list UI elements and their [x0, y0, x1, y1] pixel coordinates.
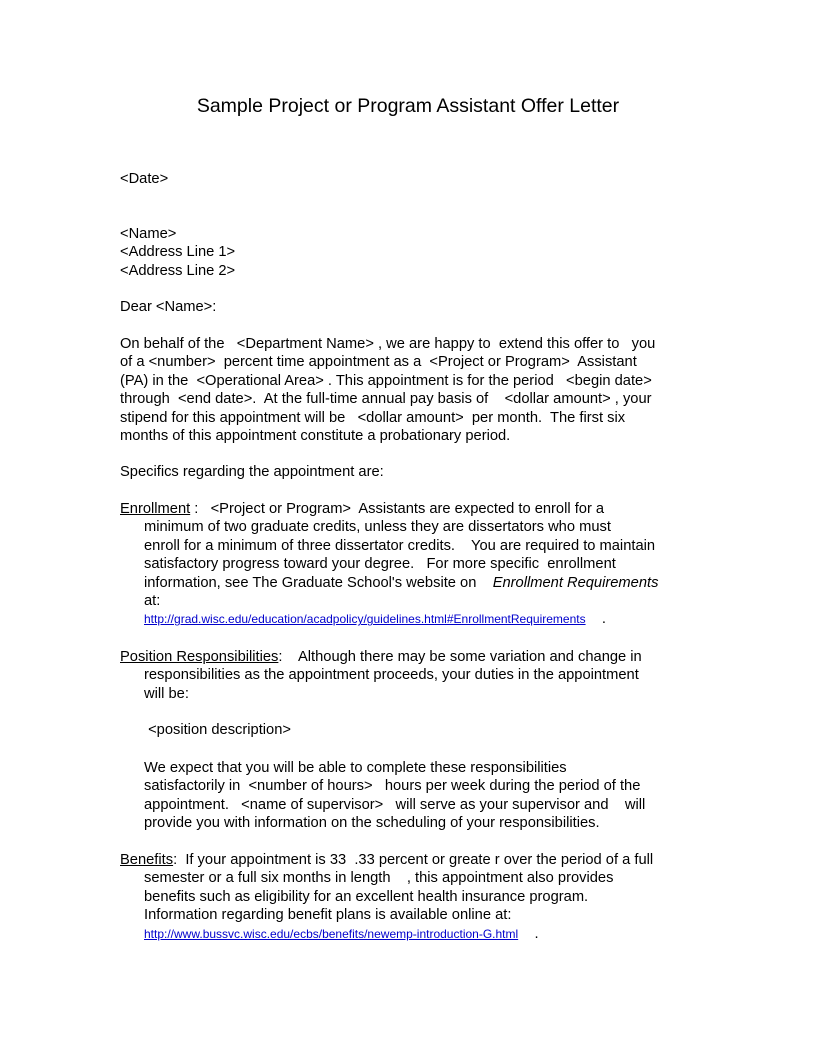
position-line: responsibilities as the appointment proceeds, your duties in the appointment [144, 667, 639, 684]
document-title: Sample Project or Program Assistant Offer Letter [196, 95, 620, 117]
expectations-paragraph [120, 759, 710, 833]
address-line-1: <Address Line 1> [120, 244, 236, 261]
salutation-text: Dear <Name>: [120, 299, 217, 315]
benefits-link-line [120, 925, 710, 943]
intro-line: of a <number> percent time appointment as a <Project or Program> Assistant [120, 354, 637, 371]
expect-line: provide you with information on the scheduling of your responsibilities. [144, 815, 600, 832]
link-suffix: . [585, 611, 606, 628]
position-description-block [120, 721, 710, 739]
intro-line: months of this appointment constitute a probationary period. [120, 428, 511, 445]
position-first-line [120, 648, 710, 666]
enrollment-first-text: : <Project or Program> Assistants are expected to enroll for a [190, 501, 605, 517]
benefits-heading: Benefits [120, 852, 174, 868]
enrollment-section [120, 500, 710, 629]
date-line [120, 170, 710, 188]
intro-paragraph [120, 335, 710, 445]
enrollment-heading: Enrollment [120, 501, 191, 517]
enrollment-at: at: [144, 593, 161, 610]
benefits-link[interactable]: http://www.bussvc.wisc.edu/ecbs/benefits/newemp-introduction-G.html [144, 926, 519, 941]
expect-line: We expect that you will be able to complete these responsibilities [144, 760, 567, 776]
salutation [120, 298, 710, 316]
enrollment-line: enroll for a minimum of three dissertator credits. You are required to maintain [144, 537, 656, 554]
intro-line: (PA) in the <Operational Area> . This appointment is for the period <begin date> [120, 372, 652, 389]
enrollment-info-line [120, 574, 710, 592]
expect-line: satisfactorily in <number of hours> hours per week during the period of the [144, 778, 641, 795]
benefits-line: Information regarding benefit plans is available online at: [144, 907, 512, 924]
intro-line: On behalf of the <Department Name> , we are happy to extend this offer to you [120, 336, 656, 352]
address-line-2: <Address Line 2> [120, 262, 236, 279]
enrollment-link-line [120, 610, 710, 628]
enrollment-line: satisfactory progress toward your degree. For more specific enrollment [144, 556, 616, 573]
enrollment-requirements-title: Enrollment Requirements [492, 574, 659, 591]
enrollment-first-line [120, 500, 710, 518]
benefits-section [120, 851, 710, 943]
benefits-first-line [120, 851, 710, 869]
enrollment-info-text: information, see The Graduate School's website on [144, 574, 493, 591]
link-suffix: . [518, 925, 539, 942]
benefits-first-text: : If your appointment is 33 .33 percent or greate r over the period of a full [173, 852, 654, 868]
specifics-text: Specifics regarding the appointment are: [120, 464, 384, 480]
intro-line: through <end date>. At the full-time annual pay basis of <dollar amount> , your [120, 391, 652, 408]
recipient-address [120, 225, 710, 280]
recipient-name: <Name> [120, 226, 177, 242]
position-description: <position description> [144, 722, 291, 738]
intro-line: stipend for this appointment will be <dollar amount> per month. The first six [120, 409, 626, 426]
specifics-line [120, 463, 710, 481]
position-heading: Position Responsibilities [120, 649, 279, 665]
benefits-line: benefits such as eligibility for an excellent health insurance program. [144, 888, 589, 905]
position-section [120, 648, 710, 703]
expect-line: appointment. <name of supervisor> will serve as your supervisor and will [144, 796, 646, 813]
benefits-line: semester or a full six months in length , this appointment also provides [144, 870, 614, 887]
enrollment-requirements-link[interactable]: http://grad.wisc.edu/education/acadpolicy/guidelines.html#EnrollmentRequirements [144, 612, 586, 627]
date-placeholder: <Date> [120, 171, 169, 187]
enrollment-line: minimum of two graduate credits, unless they are dissertators who must [144, 519, 611, 536]
position-first-text: : Although there may be some variation and change in [278, 649, 642, 665]
position-line: will be: [144, 685, 189, 702]
